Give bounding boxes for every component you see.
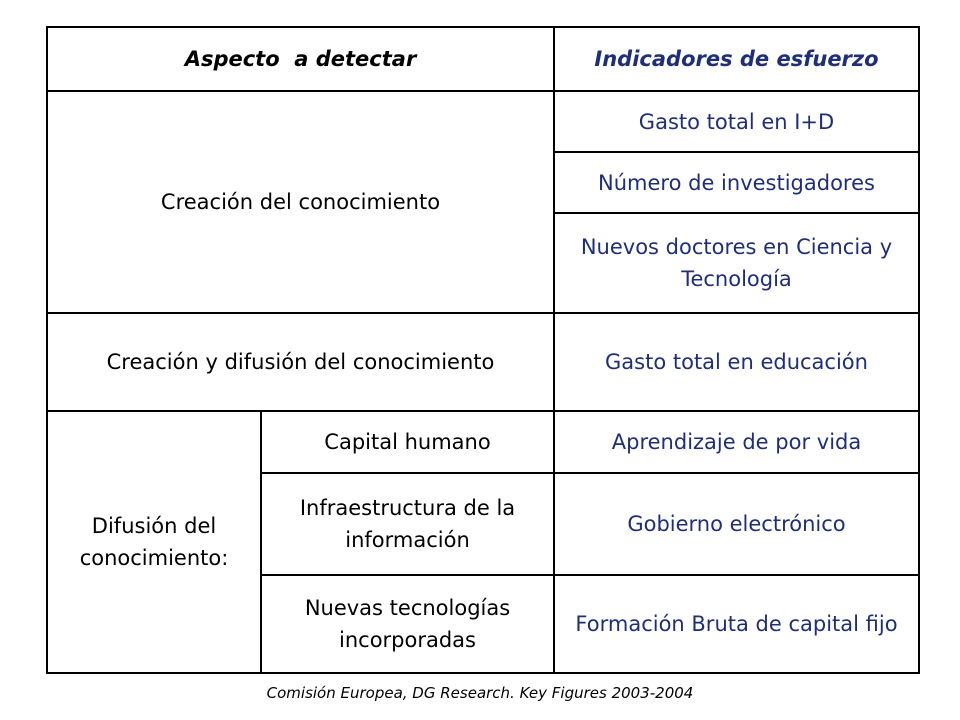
table-row: [47, 91, 919, 152]
table-row: [47, 411, 919, 473]
subaspect-nuevas-tecnologias: Nuevas tecnologías incorporadas: [261, 575, 554, 673]
indicator-gobierno-electronico: Gobierno electrónico: [554, 473, 919, 575]
subaspect-capital-humano: Capital humano: [261, 411, 554, 473]
header-aspect: Aspecto a detectar: [47, 27, 554, 91]
subaspect-infraestructura: Infraestructura de la información: [261, 473, 554, 575]
header-indicators: Indicadores de esfuerzo: [554, 27, 919, 91]
aspect-creacion: Creación del conocimiento: [47, 91, 554, 313]
header-row: [47, 27, 919, 91]
indicators-table: [46, 26, 920, 674]
aspect-creacion-difusion: Creación y difusión del conocimiento: [47, 313, 554, 411]
table-row: [47, 313, 919, 411]
indicator-aprendizaje: Aprendizaje de por vida: [554, 411, 919, 473]
indicator-gasto-id: Gasto total en I+D: [554, 91, 919, 152]
indicator-investigadores: Número de investigadores: [554, 152, 919, 213]
source-caption: Comisión Europea, DG Research. Key Figures 2003-2004: [266, 684, 694, 702]
indicator-gasto-educacion: Gasto total en educación: [554, 313, 919, 411]
aspect-difusion: Difusión del conocimiento:: [47, 411, 261, 673]
indicator-nuevos-doctores: Nuevos doctores en Ciencia y Tecnología: [554, 213, 919, 313]
indicator-formacion-bruta: Formación Bruta de capital fijo: [554, 575, 919, 673]
